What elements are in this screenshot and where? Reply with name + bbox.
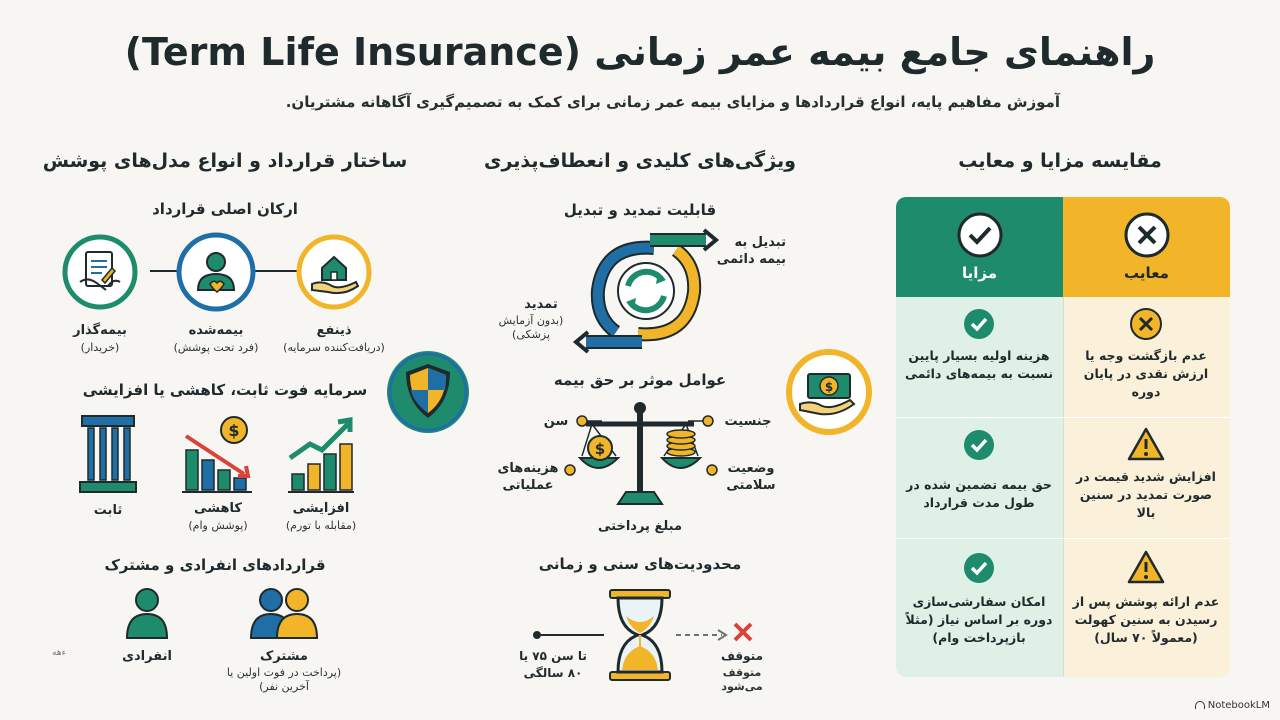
- page-title: راهنمای جامع بیمه عمر زمانی (Term Life Insurance): [124, 30, 1156, 74]
- x-badge-icon: [1129, 307, 1163, 341]
- increasing-sub: (مقابله با تورم): [285, 519, 357, 532]
- brand-label: NotebookLM: [1207, 700, 1270, 711]
- cycle-arrows-icon: [576, 228, 716, 354]
- decreasing-sub: (پوشش وام): [188, 519, 248, 532]
- svg-text:$: $: [594, 440, 606, 458]
- decreasing-chart-icon: [180, 414, 256, 494]
- con-cell-1: [1063, 297, 1230, 417]
- timeline-lines: [0, 0, 1, 1]
- left-section-heading: ساختار قرارداد و انواع مدل‌های پوشش: [42, 150, 408, 172]
- warning-icon: [1127, 426, 1165, 462]
- pros-header: [896, 197, 1063, 297]
- page-subtitle: آموزش مفاهیم پایه، انواع قراردادها و مزایای بیمه عمر زمانی برای کمک به تصمیم‌گیری آگاهانه مشتریان.: [285, 93, 1060, 111]
- row-separator: [896, 417, 1230, 418]
- beneficiary-icon: [296, 234, 372, 310]
- notebook-icon: [1195, 701, 1205, 709]
- con-text-1: عدم بازگشت وجه یا ارزش نقدی در پایان دوره: [1083, 348, 1209, 399]
- joint-label: مشترک: [260, 649, 308, 664]
- capital-heading: سرمایه فوت ثابت، کاهشی یا افزایشی: [82, 381, 368, 399]
- increasing-label: افزایشی: [292, 501, 350, 516]
- middle-section-heading: ویژگی‌های کلیدی و انعطاف‌پذیری: [484, 150, 796, 172]
- pro-cell-2: [896, 418, 1063, 538]
- table-divider: [1063, 297, 1064, 677]
- svg-text:$: $: [228, 421, 240, 440]
- warning-icon: [1127, 549, 1165, 585]
- stop-x-icon: [732, 621, 754, 643]
- pro-cell-1: [896, 297, 1063, 417]
- pros-column: [896, 197, 1063, 677]
- insured-icon: [176, 232, 256, 312]
- con-cell-2: [1063, 418, 1230, 538]
- fixed-label: ثابت: [93, 503, 123, 518]
- pro-text-1: هزینه اولیه بسیار پایین نسبت به بیمه‌های دائمی: [904, 348, 1054, 381]
- cons-label: معایب: [1124, 264, 1169, 282]
- pillar-icon: [78, 414, 138, 494]
- limits-heading: محدودیت‌های سنی و زمانی: [538, 555, 742, 573]
- age-factor-label: سن: [543, 414, 569, 429]
- pro-text-3: امکان سفارشی‌سازی دوره بر اساس نیاز (مثلاً بازپرداخت وام): [905, 594, 1053, 645]
- pro-text-2: حق بیمه تضمین شده در طول مدت قرارداد: [906, 477, 1052, 510]
- stopped-label: متوقف: [721, 649, 763, 663]
- age-limit-label: تا سن ۷۵ یا ۸۰ سالگی: [519, 649, 587, 680]
- con-cell-3: [1063, 539, 1230, 677]
- cons-header: [1063, 197, 1230, 297]
- joint-sub: (پرداخت در فوت اولین یا آخرین نفر): [226, 666, 342, 693]
- check-icon: [962, 551, 996, 585]
- brand-footer: [1195, 700, 1270, 711]
- con-text-2: افزایش شدید قیمت در صورت تمدید در سنین بالا: [1076, 469, 1216, 520]
- stopped-sub: متوقف می‌شود: [721, 666, 763, 693]
- svg-text:$: $: [824, 380, 834, 394]
- gender-factor-label: جنسیت: [724, 414, 772, 429]
- check-icon: [962, 307, 996, 341]
- check-circle-icon: [956, 211, 1004, 259]
- row-separator: [896, 538, 1230, 539]
- renew-sub: (بدون آزمایش پزشکی): [498, 314, 564, 341]
- pros-label: مزایا: [961, 264, 998, 282]
- policyholder-label: بیمه‌گذار: [73, 323, 127, 338]
- policyholder-sub: (خریدار): [80, 341, 120, 354]
- beneficiary-label: ذینفع: [316, 323, 352, 338]
- right-section-heading: مقایسه مزایا و معایب: [958, 150, 1162, 172]
- policyholder-icon: [62, 234, 138, 310]
- renew-label: تمدید: [524, 297, 558, 312]
- insured-label: بیمه‌شده: [188, 323, 244, 338]
- con-text-3: عدم ارائه پوشش پس از رسیدن به سنین کهولت (معمولاً ۷۰ سال): [1072, 594, 1220, 645]
- parties-heading: ارکان اصلی قرارداد: [152, 200, 298, 218]
- edge-mark: ءهه: [52, 648, 66, 658]
- insured-sub: (فرد تحت پوشش): [173, 341, 259, 354]
- check-icon: [962, 428, 996, 462]
- scale-icon: [578, 400, 702, 512]
- joint-persons-icon: [246, 586, 322, 640]
- x-circle-icon: [1123, 211, 1171, 259]
- beneficiary-sub: (دریافت‌کننده سرمایه): [283, 341, 385, 354]
- pro-cell-3: [896, 539, 1063, 677]
- costs-factor-label: هزینه‌های عملیاتی: [497, 461, 559, 493]
- pros-cons-table: [896, 197, 1230, 677]
- shield-icon: [384, 348, 472, 436]
- cons-column: [1063, 197, 1230, 677]
- money-hand-icon: [786, 348, 872, 436]
- health-factor-label: وضعیت سلامتی: [726, 461, 776, 493]
- payment-factor-label: مبلغ پرداختی: [598, 519, 682, 534]
- renewal-heading: قابلیت تمدید و تبدیل: [563, 201, 717, 219]
- convert-label: تبدیل به بیمه دائمی: [716, 235, 786, 267]
- factors-heading: عوامل موثر بر حق بیمه: [553, 371, 727, 389]
- individual-label: انفرادی: [122, 649, 172, 664]
- increasing-chart-icon: [286, 414, 356, 494]
- contracts-heading: قراردادهای انفرادی و مشترک: [104, 556, 326, 574]
- individual-person-icon: [124, 586, 170, 640]
- hourglass-icon: [608, 588, 672, 682]
- decreasing-label: کاهشی: [194, 501, 242, 516]
